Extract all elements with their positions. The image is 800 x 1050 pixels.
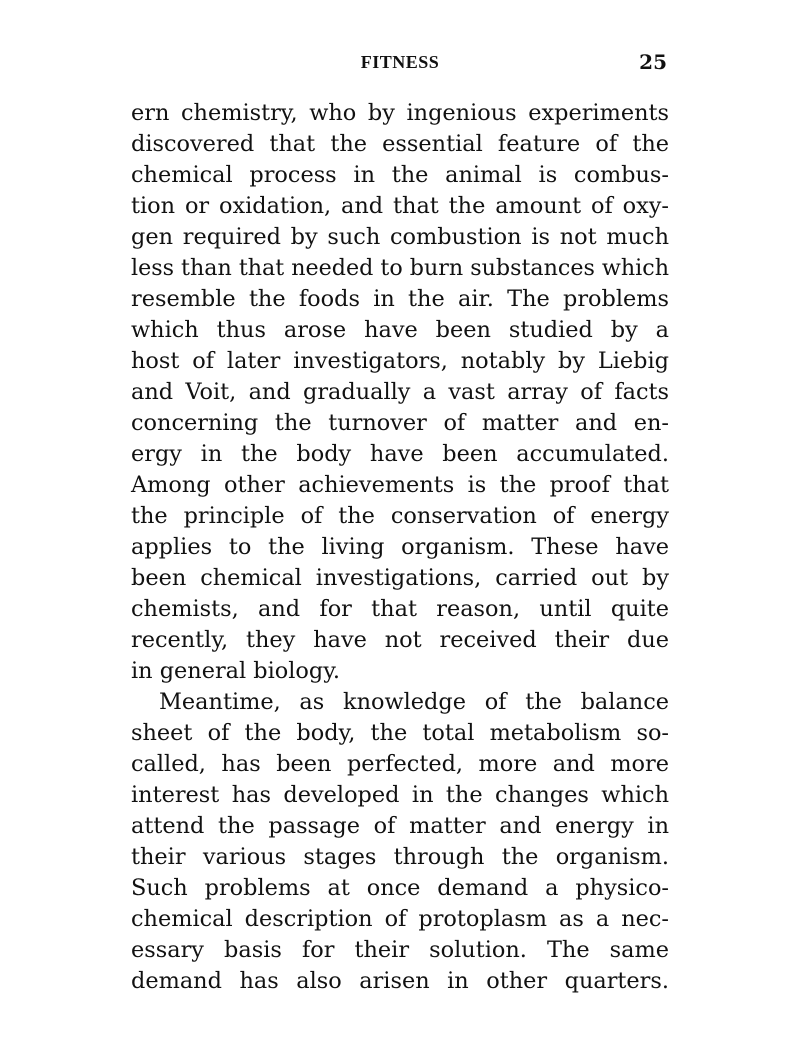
text-line: recently, they have not received their due	[131, 627, 669, 653]
page-header	[131, 50, 669, 74]
text-line: concerning the turnover of matter and en-	[131, 410, 669, 436]
body-text	[131, 98, 669, 997]
text-line: gen required by such combustion is not much	[131, 224, 669, 250]
paragraph-start-line: Meantime, as knowledge of the balance	[159, 689, 669, 715]
running-title: FITNESS	[360, 52, 440, 72]
text-line: attend the passage of matter and energy in	[131, 813, 669, 839]
text-line: chemists, and for that reason, until quite	[131, 596, 669, 622]
text-line: applies to the living organism. These have	[131, 534, 669, 560]
text-line: Among other achievements is the proof that	[131, 472, 669, 498]
text-line: chemical description of protoplasm as a nec-	[131, 906, 669, 932]
text-line: and Voit, and gradually a vast array of facts	[131, 379, 669, 405]
text-line: discovered that the essential feature of the	[131, 131, 669, 157]
text-line: essary basis for their solution. The same	[131, 937, 669, 963]
text-line: the principle of the conservation of energy	[131, 503, 669, 529]
text-line: sheet of the body, the total metabolism so-	[131, 720, 669, 746]
text-line: interest has developed in the changes which	[131, 782, 669, 808]
text-line: chemical process in the animal is combus-	[131, 162, 669, 188]
text-line: tion or oxidation, and that the amount of oxy-	[131, 193, 669, 219]
text-line: called, has been perfected, more and more	[131, 751, 669, 777]
text-line: resemble the foods in the air. The problems	[131, 286, 669, 312]
text-line: less than that needed to burn substances which	[131, 255, 669, 281]
text-line: demand has also arisen in other quarters.	[131, 968, 669, 994]
page-number: 25	[639, 50, 667, 74]
text-line: ergy in the body have been accumulated.	[131, 441, 669, 467]
text-line: been chemical investigations, carried out by	[131, 565, 669, 591]
text-line: ern chemistry, who by ingenious experiments	[131, 100, 669, 126]
text-line: in general biology.	[131, 658, 341, 684]
text-line: their various stages through the organism.	[131, 844, 669, 870]
text-line: Such problems at once demand a physico-	[131, 875, 669, 901]
text-line: which thus arose have been studied by a	[131, 317, 669, 343]
text-line: host of later investigators, notably by Liebig	[131, 348, 669, 374]
